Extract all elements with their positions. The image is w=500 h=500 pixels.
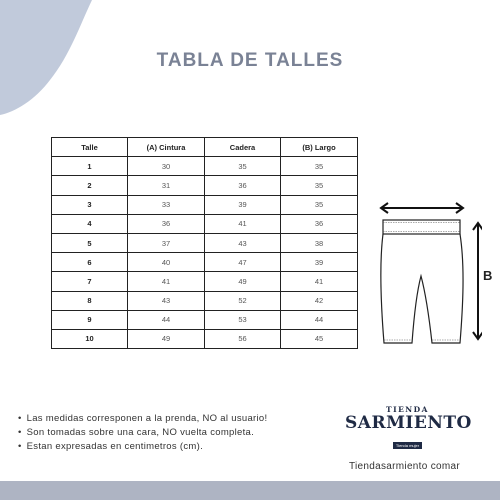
table-row: [52, 272, 358, 291]
measure-cell: 45: [281, 329, 358, 348]
measure-cell: 43: [128, 291, 205, 310]
measure-cell: 49: [128, 329, 205, 348]
brand-top-text: TIENDA: [386, 405, 429, 414]
column-header-cadera: Cadera: [205, 138, 281, 157]
note-item: • Son tomadas sobre una cara, NO vuelta completa.: [18, 426, 267, 440]
measure-cell: 53: [205, 310, 281, 329]
bottom-bar: [0, 481, 500, 500]
talle-cell: 8: [52, 291, 128, 310]
shorts-icon: [370, 196, 482, 346]
website-text: Tiendasarmiento comar: [349, 461, 460, 472]
talle-cell: 5: [52, 233, 128, 252]
table-row: [52, 233, 358, 252]
measure-cell: 42: [281, 291, 358, 310]
table-row: [52, 214, 358, 233]
measure-cell: 38: [281, 233, 358, 252]
measure-cell: 35: [205, 157, 281, 176]
size-table: [51, 137, 358, 349]
talle-cell: 3: [52, 195, 128, 214]
table-row: [52, 157, 358, 176]
table-row: [52, 176, 358, 195]
note-item: • Estan expresadas en centimetros (cm).: [18, 440, 267, 454]
brand-tagline: Tienda mujer: [393, 442, 422, 449]
measure-cell: 39: [205, 195, 281, 214]
talle-cell: 1: [52, 157, 128, 176]
measure-cell: 35: [281, 195, 358, 214]
measure-cell: 44: [128, 310, 205, 329]
talle-cell: 7: [52, 272, 128, 291]
table-row: [52, 195, 358, 214]
measure-cell: 41: [128, 272, 205, 291]
measure-cell: 36: [281, 214, 358, 233]
measure-cell: 44: [281, 310, 358, 329]
talle-cell: 6: [52, 253, 128, 272]
table-header-row: [52, 138, 358, 157]
measure-cell: 35: [281, 176, 358, 195]
measure-cell: 41: [205, 214, 281, 233]
length-b-label: B: [483, 268, 493, 283]
table-row: [52, 310, 358, 329]
table-row: [52, 329, 358, 348]
measure-cell: 47: [205, 253, 281, 272]
measure-cell: 33: [128, 195, 205, 214]
measure-cell: 37: [128, 233, 205, 252]
talle-cell: 10: [52, 329, 128, 348]
measure-cell: 35: [281, 157, 358, 176]
column-header-talle: Talle: [52, 138, 128, 157]
measure-cell: 36: [205, 176, 281, 195]
column-header-largo: (B) Largo: [281, 138, 358, 157]
column-header-cintura: (A) Cintura: [128, 138, 205, 157]
measure-cell: 41: [281, 272, 358, 291]
measure-cell: 36: [128, 214, 205, 233]
measure-cell: 31: [128, 176, 205, 195]
measure-cell: 30: [128, 157, 205, 176]
talle-cell: 9: [52, 310, 128, 329]
brand-name: SARMIENTO: [345, 413, 472, 433]
measure-cell: 52: [205, 291, 281, 310]
measure-cell: 43: [205, 233, 281, 252]
brand-logo: [345, 405, 470, 451]
measure-cell: 40: [128, 253, 205, 272]
table-row: [52, 253, 358, 272]
measure-cell: 49: [205, 272, 281, 291]
table-row: [52, 291, 358, 310]
page-title: TABLA DE TALLES: [156, 50, 344, 71]
talle-cell: 2: [52, 176, 128, 195]
measure-cell: 39: [281, 253, 358, 272]
talle-cell: 4: [52, 214, 128, 233]
measure-cell: 56: [205, 329, 281, 348]
note-item: • Las medidas corresponen a la prenda, NO al usuario!: [18, 412, 267, 426]
notes-list: [18, 412, 267, 454]
